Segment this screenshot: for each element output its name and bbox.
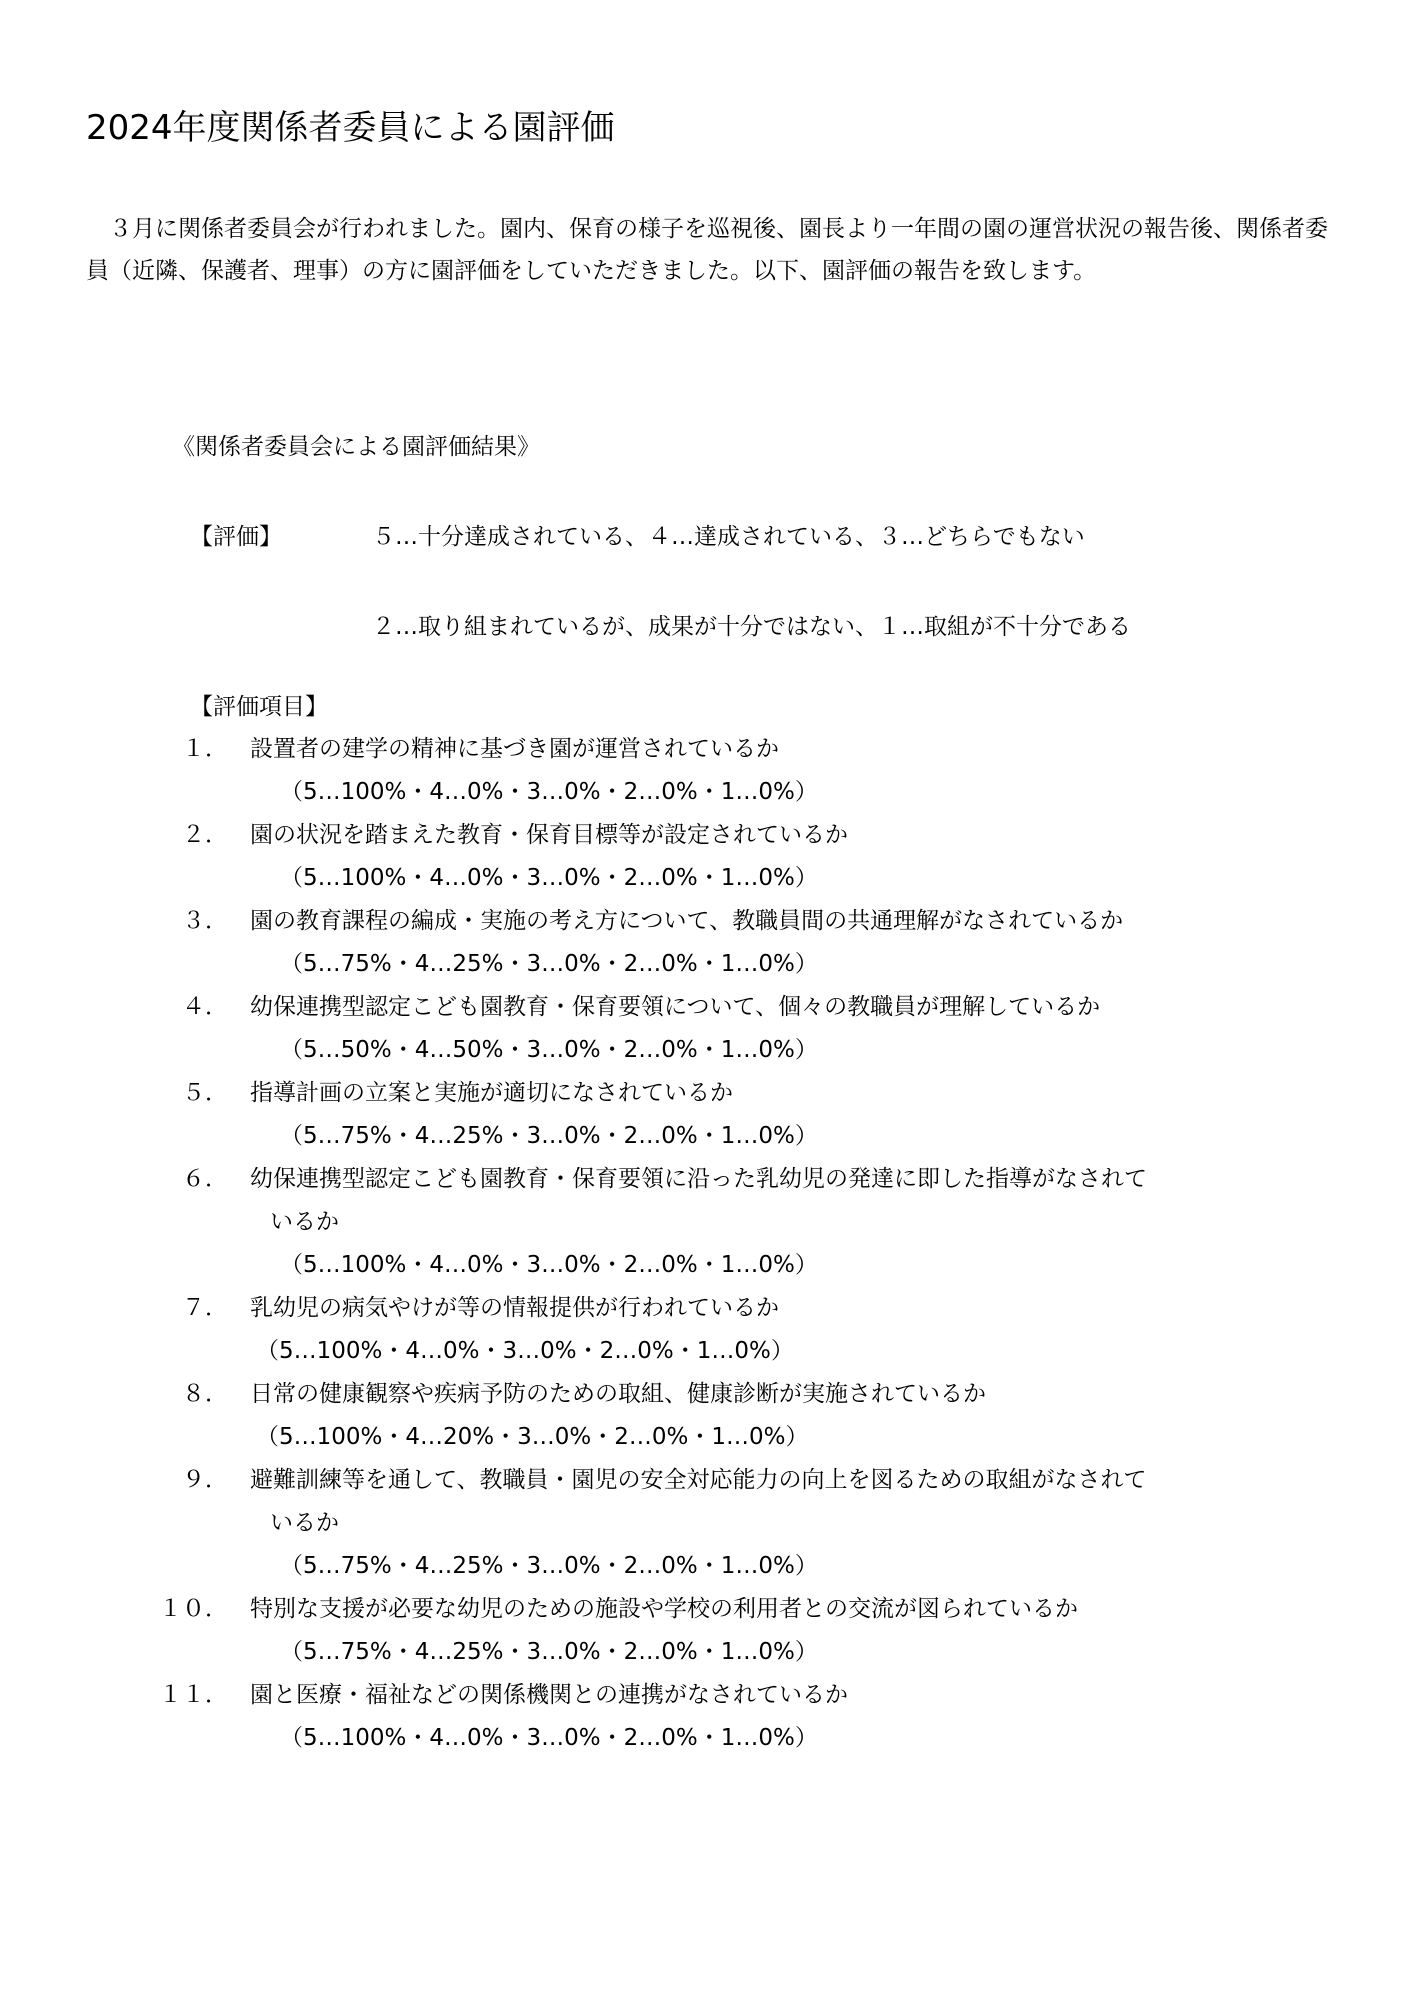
item-text: 避難訓練等を通して、教職員・園児の安全対応能力の向上を図るための取組がなされて [250,1467,1147,1493]
item-number: ６． [182,1166,228,1192]
results-heading: 《関係者委員会による園評価結果》 [172,434,540,460]
item-text: 幼保連携型認定こども園教育・保育要領に沿った乳幼児の発達に即した指導がなされて [250,1166,1147,1192]
item-number: １０． [159,1596,228,1622]
item-text: 特別な支援が必要な幼児のための施設や学校の利用者との交流が図られているか [250,1596,1078,1622]
evaluation-items-list [0,728,1414,1760]
item-results: （5…100%・4…0%・3…0%・2…0%・1…0%） [256,1338,794,1364]
evaluation-item [0,1459,1414,1588]
evaluation-item [0,1158,1414,1287]
item-text: 設置者の建学の精神に基づき園が運営されているか [250,736,779,762]
rating-scale-line-1: ５…十分達成されている、４…達成されている、３…どちらでもない [372,524,1085,550]
item-text-continuation: いるか [270,1209,339,1235]
evaluation-item [0,1674,1414,1760]
item-text: 日常の健康観察や疾病予防のための取組、健康診断が実施されているか [250,1381,986,1407]
item-number: ４． [182,994,228,1020]
item-number: ７． [182,1295,228,1321]
item-results: （5…50%・4…50%・3…0%・2…0%・1…0%） [280,1037,818,1063]
item-text-continuation: いるか [270,1510,339,1536]
item-results: （5…100%・4…20%・3…0%・2…0%・1…0%） [256,1424,809,1450]
intro-paragraph: ３月に関係者委員会が行われました。園内、保育の様子を巡視後、園長より一年間の園の運営状況の報告後、関係者委員（近隣、保護者、理事）の方に園評価をしていただきました。以下、園評価の報告を致します。 [86,216,1328,284]
item-text: 乳幼児の病気やけが等の情報提供が行われているか [250,1295,779,1321]
evaluation-item [0,1588,1414,1674]
item-results: （5…100%・4…0%・3…0%・2…0%・1…0%） [280,1252,818,1278]
item-results: （5…75%・4…25%・3…0%・2…0%・1…0%） [280,1639,818,1665]
evaluation-item [0,900,1414,986]
item-results: （5…100%・4…0%・3…0%・2…0%・1…0%） [280,779,818,805]
item-number: ５． [182,1080,228,1106]
item-number: ８． [182,1381,228,1407]
evaluation-item [0,1373,1414,1459]
evaluation-item [0,814,1414,900]
evaluation-item [0,1287,1414,1373]
evaluation-item [0,986,1414,1072]
item-results: （5…75%・4…25%・3…0%・2…0%・1…0%） [280,1123,818,1149]
evaluation-items-label: 【評価項目】 [190,694,328,720]
item-number: １． [182,736,228,762]
item-text: 指導計画の立案と実施が適切になされているか [250,1080,733,1106]
item-number: ３． [182,908,228,934]
item-text: 園の状況を踏まえた教育・保育目標等が設定されているか [250,822,848,848]
item-text: 幼保連携型認定こども園教育・保育要領について、個々の教職員が理解しているか [250,994,1101,1020]
rating-scale-line-2: ２…取り組まれているが、成果が十分ではない、１…取組が不十分である [372,614,1131,640]
item-number: １１． [159,1682,228,1708]
item-results: （5…100%・4…0%・3…0%・2…0%・1…0%） [280,865,818,891]
rating-scale-label: 【評価】 [190,524,282,550]
evaluation-item [0,1072,1414,1158]
item-results: （5…100%・4…0%・3…0%・2…0%・1…0%） [280,1725,818,1751]
item-text: 園の教育課程の編成・実施の考え方について、教職員間の共通理解がなされているか [250,908,1124,934]
item-results: （5…75%・4…25%・3…0%・2…0%・1…0%） [280,951,818,977]
item-number: ２． [182,822,228,848]
item-text: 園と医療・福祉などの関係機関との連携がなされているか [250,1682,848,1708]
evaluation-item [0,728,1414,814]
item-number: ９． [182,1467,228,1493]
page-title: 2024年度関係者委員による園評価 [86,108,615,148]
item-results: （5…75%・4…25%・3…0%・2…0%・1…0%） [280,1553,818,1579]
